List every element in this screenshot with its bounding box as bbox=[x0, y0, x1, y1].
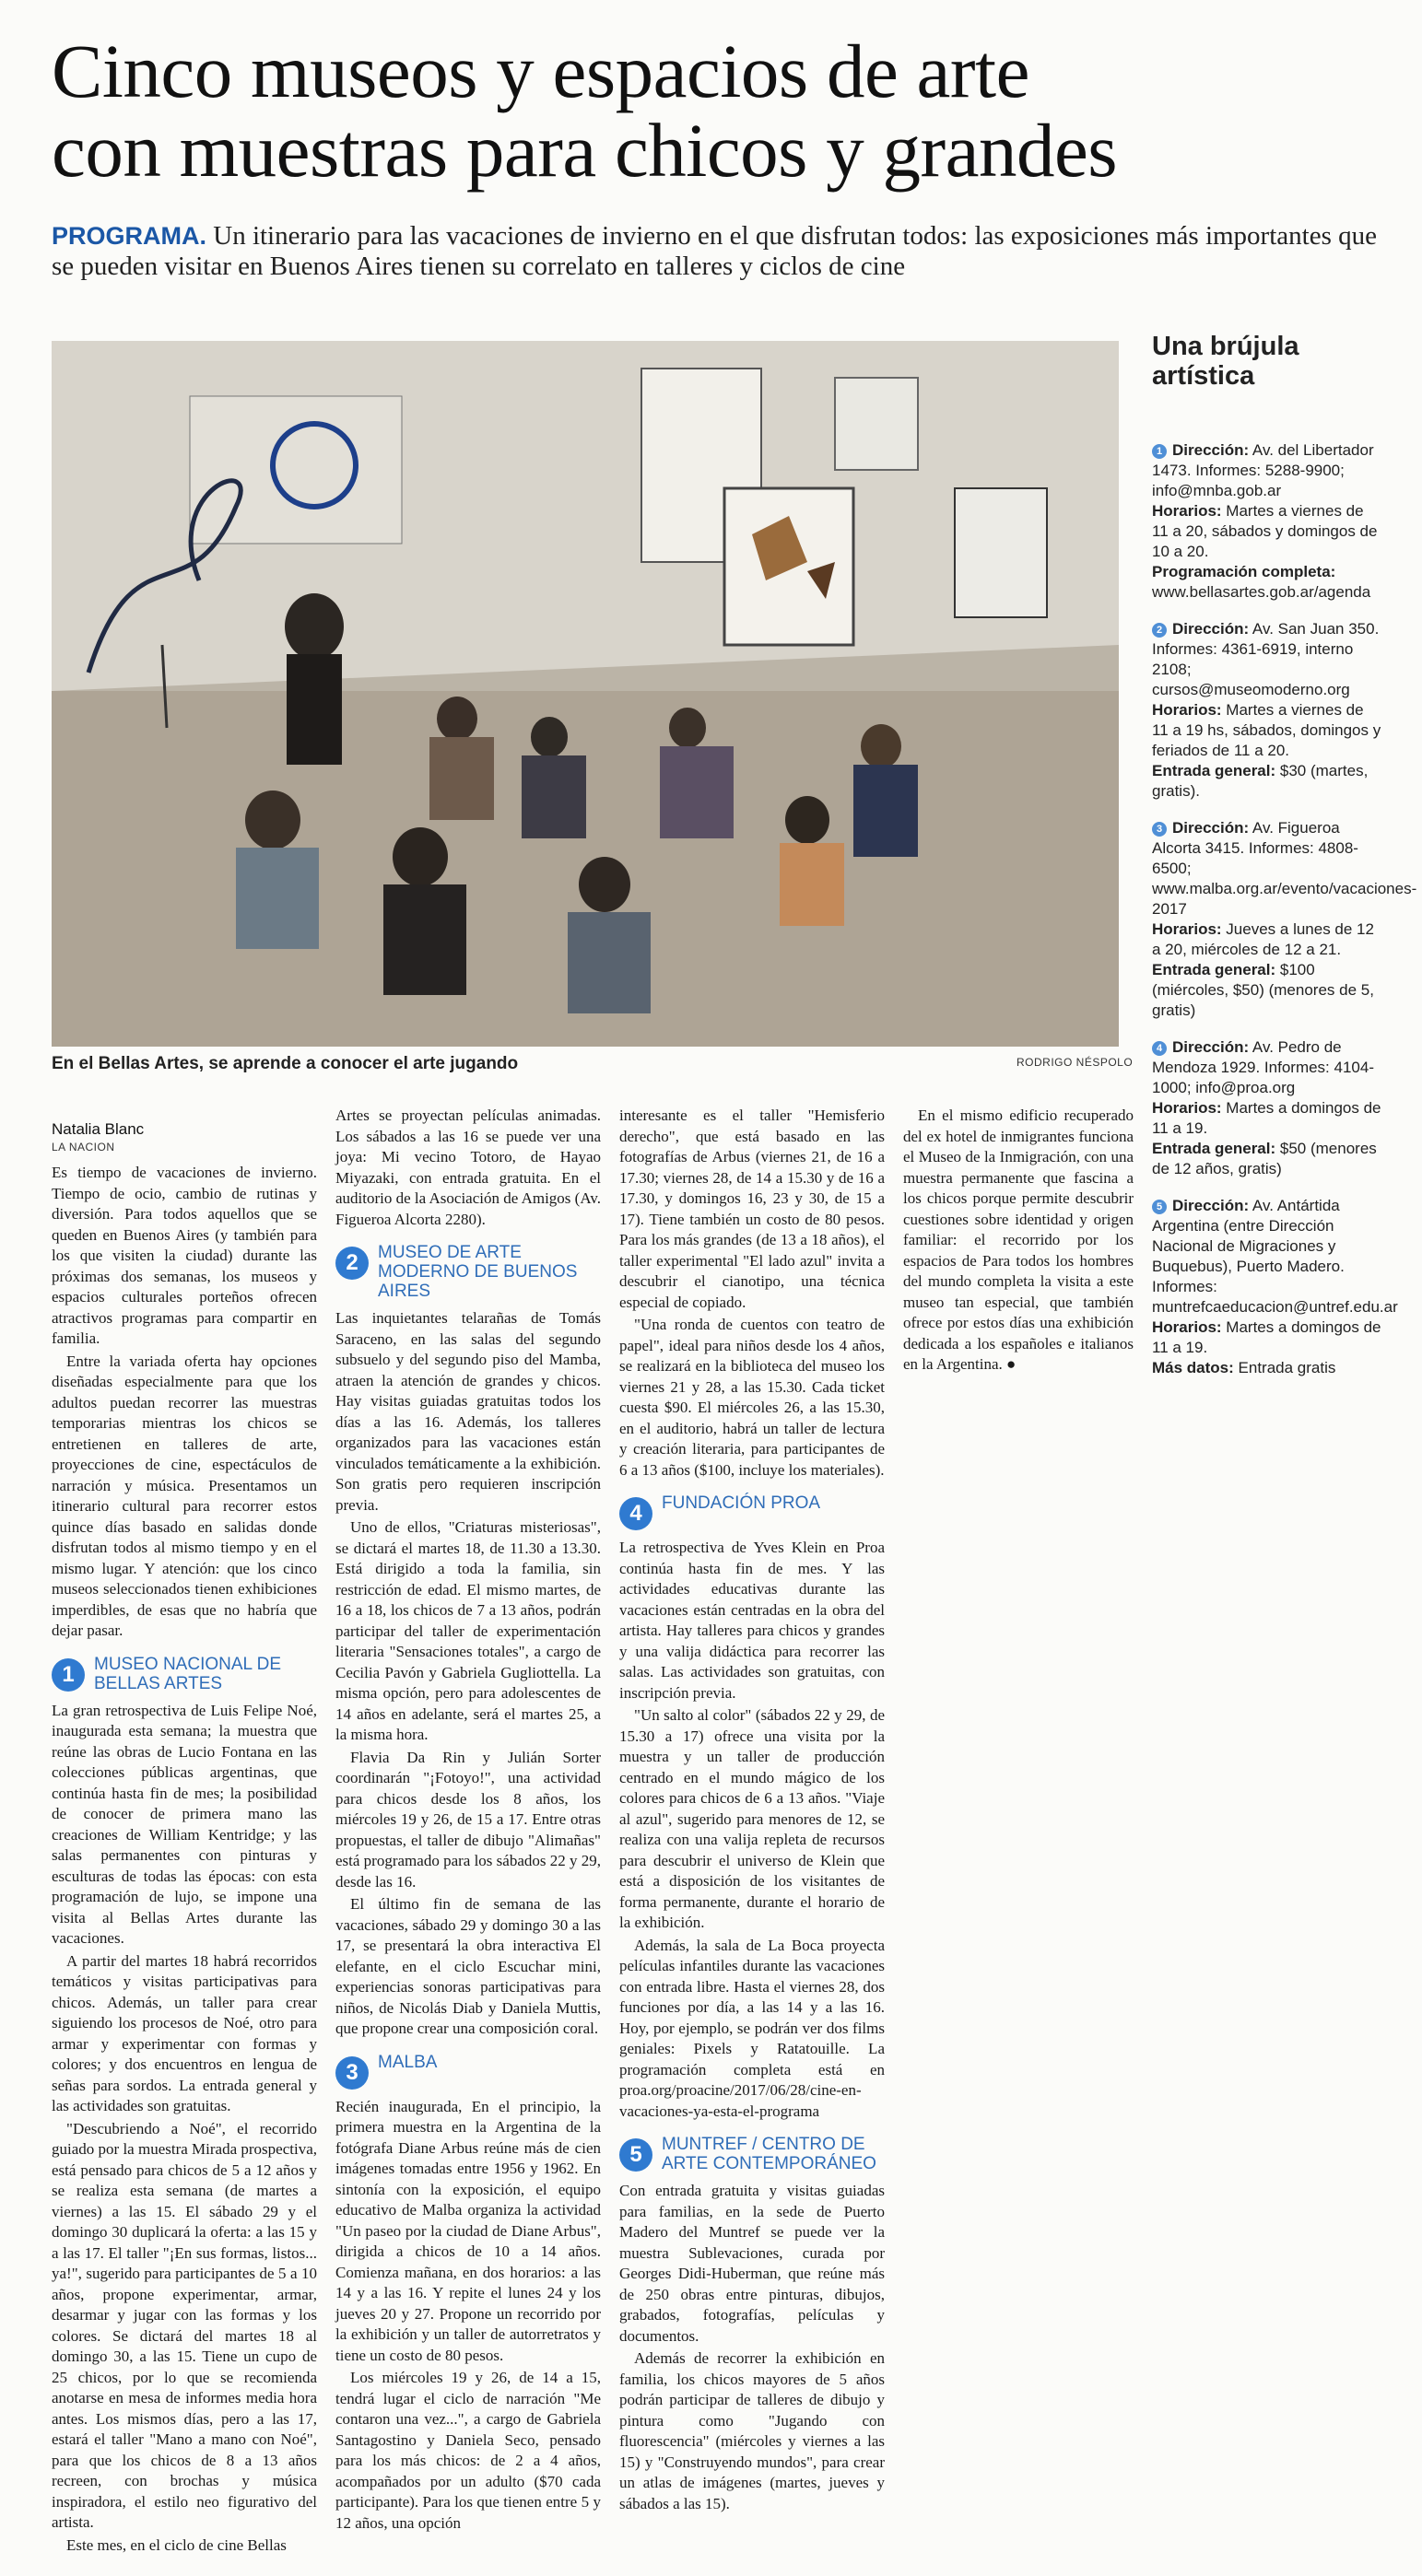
paragraph: Los miércoles 19 y 26, de 14 a 15, tendrá lugar el ciclo de narración "Me contaron una vez...", a cargo de Gabriela Santagostino y Daniela Seco, pensado para los más chicos: de 2 a 4 años, acompañados por un adulto ($70 cada participante). Para los que tienen entre 5 y 12 años, una opción bbox=[335, 2369, 601, 2532]
paragraph: interesante es el taller "Hemisferio derecho", que está basado en las fotografías de Arbus (viernes 21, de 16 a 17.30; viernes 28, de 14 a 15.30 y de 16 a 17.30, y domingos 16, 23 y 30, de 15 a 17). Tiene también un costo de 80 pesos. Para los más grandes (de 13 a 18 años), el taller experimental "El lado azul" invita a descubrir el cianotipo, una técnica especial de copiado. bbox=[619, 1107, 885, 1311]
paragraph: "Una ronda de cuentos con teatro de papel", ideal para niños desde los 4 años, se realizará en la biblioteca del museo los viernes 21 y 28, a las 15.30. Cada ticket cuesta $90. El miércoles 26, a las 15.30, en el auditorio, habrá un taller de lectura y creación literaria, para participantes de 6 a 13 años ($100, incluye los materiales). bbox=[619, 1316, 885, 1479]
sidebar-key: Entrada general: bbox=[1152, 1140, 1276, 1157]
section-number: 1 bbox=[52, 1658, 85, 1692]
photo-credit: RODRIGO NÉSPOLO bbox=[1017, 1056, 1134, 1069]
section-heading-2 bbox=[335, 1243, 601, 1301]
paragraph: "Descubriendo a Noé", el recorrido guiado por la muestra Mirada prospectiva, está pensado para chicos de 5 a 12 años y se realiza esta semana (de martes a viernes) a las 15. El sábado 29 y el domingo 30 duplicará la oferta: a las 15 y a las 17. El taller "¡En sus formas, listos... ya!", sugerido para participantes de 5 a 10 años, propone experimentar, armar, desarmar y jugar con las formas y los colores. Se dictará del martes 18 al domingo 30, a las 15. Tiene un cupo de 25 chicos, por lo que se recomienda anotarse en mesa de informes media hora antes. Los mismos días, pero a las 17, estará el taller "Mano a mano con Noé", para que los chicos de 8 a 13 años recreen, con brochas y música inspiradora, el estilo neo figurativo del artista. bbox=[52, 2119, 317, 2531]
article-column-4 bbox=[903, 1106, 1134, 1377]
section-title: MUNTREF / CENTRO DE ARTE CONTEMPORÁNEO bbox=[662, 2135, 876, 2173]
sidebar-title: Una brújula artística bbox=[1152, 332, 1299, 391]
sidebar-value: Av. Figueroa Alcorta 3415. Informes: 4808-6500; www.malba.org.ar/evento/vacaciones-2017 bbox=[1152, 819, 1417, 918]
section-heading-3 bbox=[335, 2053, 601, 2090]
paragraph: La gran retrospectiva de Luis Felipe Noé, inaugurada esta semana; la muestra que reúne las obras de Lucio Fontana en las colecciones públicas argentinas, que continúa hasta fin de mes; la posibilidad de conocer de primera mano las creaciones de William Kentridge; y las salas permanentes con pinturas y esculturas de todas las épocas: con esta programación de lujo, se impone una visita al Bellas Artes durante las vacaciones. bbox=[52, 1701, 317, 1947]
sidebar-line bbox=[1152, 1037, 1382, 1098]
article-column-2 bbox=[335, 1106, 601, 2535]
sidebar-value: $100 (miércoles, $50) (menores de 5, gratis) bbox=[1152, 961, 1374, 1019]
sidebar-entry bbox=[1152, 818, 1417, 1021]
author-org: LA NACION bbox=[52, 1141, 115, 1153]
section-heading-4 bbox=[619, 1493, 885, 1530]
sidebar-number: 1 bbox=[1152, 444, 1167, 459]
sidebar-value: www.bellasartes.gob.ar/agenda bbox=[1152, 583, 1371, 601]
paragraph: Este mes, en el ciclo de cine Bellas bbox=[66, 2535, 287, 2554]
sidebar-key: Dirección: bbox=[1172, 441, 1250, 459]
deck-text: Un itinerario para las vacaciones de invierno en el que disfrutan todos: las exposiciones más importantes que se pueden visitar en Buenos Aires tienen su correlato en talleres y ciclos de cine bbox=[52, 221, 1377, 281]
headline-line-2: con muestras para chicos y grandes bbox=[52, 108, 1118, 193]
sidebar-value: Entrada gratis bbox=[1233, 1359, 1336, 1376]
paragraph: "Un salto al color" (sábados 22 y 29, de 15.30 a 17) ofrece una visita por la muestra y un taller de producción centrado en el mundo mágico de los colores para chicos de 6 a 13 años. "Viaje al azul", sugerido para menores de 12, se realiza con una valija repleta de recursos para descubrir el universo de Klein que está a disposición de los visitantes de forma permanente, durante el horario de la exhibición. bbox=[619, 1706, 885, 1931]
paragraph: Recién inaugurada, En el principio, la primera muestra en la Argentina de la fotógrafa Diane Arbus reúne más de cien imágenes tomadas entre 1956 y 1962. En sintonía con la exposición, el equipo educativo de Malba organiza la actividad "Un paseo por la ciudad de Diane Arbus", dirigida a chicos de 10 a 14 años. Comienza mañana, en dos horarios: a las 14 y a las 16. Y repite el lunes 24 y los jueves 20 y 27. Propone un recorrido por la exhibición y un taller de autorretratos y tiene un costo de 80 pesos. bbox=[335, 2097, 601, 2364]
section-title: MUSEO DE ARTE MODERNO DE BUENOS AIRES bbox=[378, 1243, 578, 1301]
sidebar-line bbox=[1152, 440, 1382, 501]
sidebar-key: Horarios: bbox=[1152, 920, 1222, 938]
headline-line-1: Cinco museos y espacios de arte bbox=[52, 29, 1029, 113]
sidebar-value: $30 (martes, gratis). bbox=[1152, 762, 1369, 800]
sidebar-line bbox=[1152, 700, 1382, 761]
sidebar-line bbox=[1152, 1358, 1382, 1378]
paragraph: A partir del martes 18 habrá recorridos temáticos y visitas participativas para chicos. Además, un taller para crear siguiendo los procesos de Noé, otro para armar y experimentar con formas y colores; y dos encuentros en lengua de señas para sordos. La entrada general y las actividades son gratuitas. bbox=[52, 1951, 317, 2114]
paragraph: Es tiempo de vacaciones de invierno. Tiempo de ocio, cambio de rutinas y diversión. Para todos aquellos que se queden en Buenos Aires (y también para los que visiten la ciudad) durante las próximas dos semanas, los museos y espacios culturales porteños ofrecen atractivos programas para compartir en familia. bbox=[52, 1164, 317, 1347]
sidebar-key: Horarios: bbox=[1152, 1318, 1222, 1336]
sidebar-line bbox=[1152, 501, 1382, 562]
section-title: MUSEO NACIONAL DE BELLAS ARTES bbox=[94, 1654, 282, 1693]
sidebar-line bbox=[1152, 818, 1417, 919]
photo-illustration bbox=[52, 341, 1119, 1047]
sidebar-entry bbox=[1152, 1196, 1398, 1378]
sidebar-value: Martes a domingos de 11 a 19. bbox=[1152, 1099, 1381, 1137]
sidebar-number: 3 bbox=[1152, 822, 1167, 837]
sidebar-value: $50 (menores de 12 años, gratis) bbox=[1152, 1140, 1377, 1177]
byline bbox=[52, 1120, 144, 1153]
sidebar-line bbox=[1152, 619, 1382, 700]
sidebar-value: Av. San Juan 350. Informes: 4361-6919, interno 2108; cursos@museomoderno.org bbox=[1152, 620, 1380, 698]
sidebar-value: Av. del Libertador 1473. Informes: 5288-9900; info@mnba.gob.ar bbox=[1152, 441, 1374, 499]
sidebar-entry bbox=[1152, 1037, 1382, 1179]
deck-label: PROGRAMA. bbox=[52, 222, 206, 250]
sidebar-key: Dirección: bbox=[1172, 620, 1250, 638]
paragraph: Con entrada gratuita y visitas guiadas para familias, en la sede de Puerto Madero del Muntref se puede ver la muestra Sublevaciones, curada por Georges Didi-Huberman, que reúne más de 250 obras entre pinturas, dibujos, grabados, fotografías, películas y documentos. bbox=[619, 2182, 885, 2345]
sidebar-number: 5 bbox=[1152, 1200, 1167, 1214]
article-column-3 bbox=[619, 1106, 885, 2516]
sidebar-line bbox=[1152, 562, 1382, 603]
paragraph: Flavia Da Rin y Julián Sorter coordinarán "¡Fotoyo!", una actividad para chicos desde los 8 años, los miércoles 19 y 26, de 15 a 17. Entre otras propuestas, el taller de dibujo "Alimañas" está programado para los sábados 22 y 29, desde las 16. bbox=[335, 1748, 601, 1891]
sidebar-key: Dirección: bbox=[1172, 1197, 1250, 1214]
main-photo bbox=[52, 341, 1119, 1047]
paragraph: Entre la variada oferta hay opciones diseñadas especialmente para que los adultos puedan recorrer las muestras temporarias mientras los chicos se entretienen en talleres de arte, proyecciones de cine, espectáculos de narración y música. Presentamos un itinerario cultural para recorrer estos quince días basado en salidas donde disfrutan todos al mismo tiempo y en el mismo lugar. Y atención: que los cinco museos seleccionados tienen exhibiciones imperdibles, de esas que no habría que dejar pasar. bbox=[52, 1352, 317, 1639]
section-title: FUNDACIÓN PROA bbox=[662, 1493, 821, 1513]
headline bbox=[52, 29, 1379, 193]
photo-caption: En el Bellas Artes, se aprende a conocer el arte jugando bbox=[52, 1054, 519, 1073]
paragraph: La retrospectiva de Yves Klein en Proa continúa hasta fin de mes. Y las actividades educativas durante las vacaciones están centradas en la obra del artista. Hay talleres para chicos y grandes y una valija didáctica para recorrer las salas. Las actividades son gratuitas, con inscripción previa. bbox=[619, 1539, 885, 1702]
sidebar-line bbox=[1152, 761, 1382, 802]
paragraph: Artes se proyectan películas animadas. Los sábados a las 16 se puede ver una joya: Mi vecino Totoro, de Hayao Miyazaki, con entrada gratuita. En el auditorio de la Asociación de Amigos (Av. Figueroa Alcorta 2280). bbox=[335, 1107, 601, 1228]
author-name: Natalia Blanc bbox=[52, 1120, 145, 1138]
paragraph: Además, la sala de La Boca proyecta películas infantiles durante las vacaciones con entrada libre. Hasta el viernes 28, dos funciones por día, a las 14 y a las 16. Hoy, por ejemplo, se podrán ver dos films geniales: Pixels y Ratatouille. La programación completa está en proa.org/proacine/2017/06/28/cine-en-vacaciones-ya-esta-el-programa bbox=[619, 1936, 885, 2120]
paragraph: Las inquietantes telarañas de Tomás Saraceno, en las salas del segundo subsuelo y del segundo piso del Mamba, atraen la atención de grandes y chicos. Hay visitas guiadas gratuitas todos los días a las 16. Además, los talleres organizados para las vacaciones están vinculados temáticamente a la exhibición. Son gratis pero requieren inscripción previa. bbox=[335, 1309, 601, 1514]
sidebar-number: 2 bbox=[1152, 623, 1167, 638]
sidebar-line bbox=[1152, 919, 1382, 960]
sidebar-line bbox=[1152, 1139, 1382, 1179]
sidebar-key: Horarios: bbox=[1152, 1099, 1222, 1117]
section-number: 5 bbox=[619, 2138, 652, 2172]
sidebar-value: Jueves a lunes de 12 a 20, miércoles de 12 a 21. bbox=[1152, 920, 1374, 958]
section-number: 4 bbox=[619, 1497, 652, 1530]
section-title: MALBA bbox=[378, 2052, 438, 2072]
paragraph: Además de recorrer la exhibición en familia, los chicos mayores de 5 años podrán participar de talleres de dibujo y pintura como "Jugando con fluorescencia" (miércoles y viernes a las 15) y "Construyendo mundos", para crear un atlas de imágenes (martes, jueves y sábados a las 15). bbox=[619, 2349, 885, 2512]
sidebar-key: Programación completa: bbox=[1152, 563, 1336, 580]
sidebar-value: Martes a viernes de 11 a 19 hs, sábados, domingos y feriados de 11 a 20. bbox=[1152, 701, 1381, 759]
sidebar-key: Horarios: bbox=[1152, 502, 1222, 520]
section-heading-5 bbox=[619, 2135, 885, 2173]
paragraph: Uno de ellos, "Criaturas misteriosas", se dictará el martes 18, de 11.30 a 13.30. Está dirigido a toda la familia, sin restricción de edad. El mismo martes, de 16 a 18, los chicos de 7 a 13 años, podrán participar del taller de experimentación literaria "Sensaciones totales", a cargo de Cecilia Pavón y Gabriela Gugliottella. La misma opción, pero para adolescentes de 14 años en adelante, será el martes 25, a la misma hora. bbox=[335, 1518, 601, 1743]
sidebar-key: Entrada general: bbox=[1152, 762, 1276, 779]
sidebar-key: Entrada general: bbox=[1152, 961, 1276, 978]
section-heading-1 bbox=[52, 1655, 317, 1693]
section-number: 2 bbox=[335, 1247, 369, 1280]
sidebar-line bbox=[1152, 1196, 1398, 1317]
sidebar-key: Más datos: bbox=[1152, 1359, 1234, 1376]
sidebar-number: 4 bbox=[1152, 1041, 1167, 1056]
sidebar-value: Martes a viernes de 11 a 20, sábados y domingos de 10 a 20. bbox=[1152, 502, 1378, 560]
sidebar-line bbox=[1152, 1317, 1382, 1358]
sidebar-entry bbox=[1152, 619, 1382, 802]
sidebar-info-box bbox=[1152, 332, 1417, 1395]
sidebar-key: Dirección: bbox=[1172, 819, 1250, 837]
sidebar-value: Av. Antártida Argentina (entre Dirección Nacional de Migraciones y Buquebus), Puerto Madero. Informes: muntrefcaeducacion@untref.edu.ar bbox=[1152, 1197, 1398, 1316]
paragraph: El último fin de semana de las vacaciones, sábado 29 y domingo 30 a las 17, se presentará la obra interactiva El elefante, en el ciclo Escuchar mini, experiencias sonoras participativas para niños, de Nicolás Diab y Daniela Muttis, que propone crear una composición coral. bbox=[335, 1895, 601, 2037]
article-column-1 bbox=[52, 1163, 317, 2558]
section-number: 3 bbox=[335, 2056, 369, 2090]
sidebar-key: Dirección: bbox=[1172, 1038, 1250, 1056]
sidebar-line bbox=[1152, 1098, 1382, 1139]
deck bbox=[52, 221, 1379, 282]
sidebar-key: Horarios: bbox=[1152, 701, 1222, 719]
sidebar-line bbox=[1152, 960, 1382, 1021]
sidebar-value: Martes a domingos de 11 a 19. bbox=[1152, 1318, 1381, 1356]
paragraph: En el mismo edificio recuperado del ex hotel de inmigrantes funciona el Museo de la Inmigración, con una muestra permanente que fascina a los chicos porque permite descubrir cuestiones sobre identidad y origen familiar: el recorrido por los espacios de Para todos los hombres del mundo completa la visita a este museo tan especial, que también ofrece por estos días una exhibición dedicada a los españoles e italianos en la Argentina. ● bbox=[903, 1107, 1134, 1373]
sidebar-value: Av. Pedro de Mendoza 1929. Informes: 4104-1000; info@proa.org bbox=[1152, 1038, 1374, 1096]
sidebar-entry bbox=[1152, 440, 1382, 603]
